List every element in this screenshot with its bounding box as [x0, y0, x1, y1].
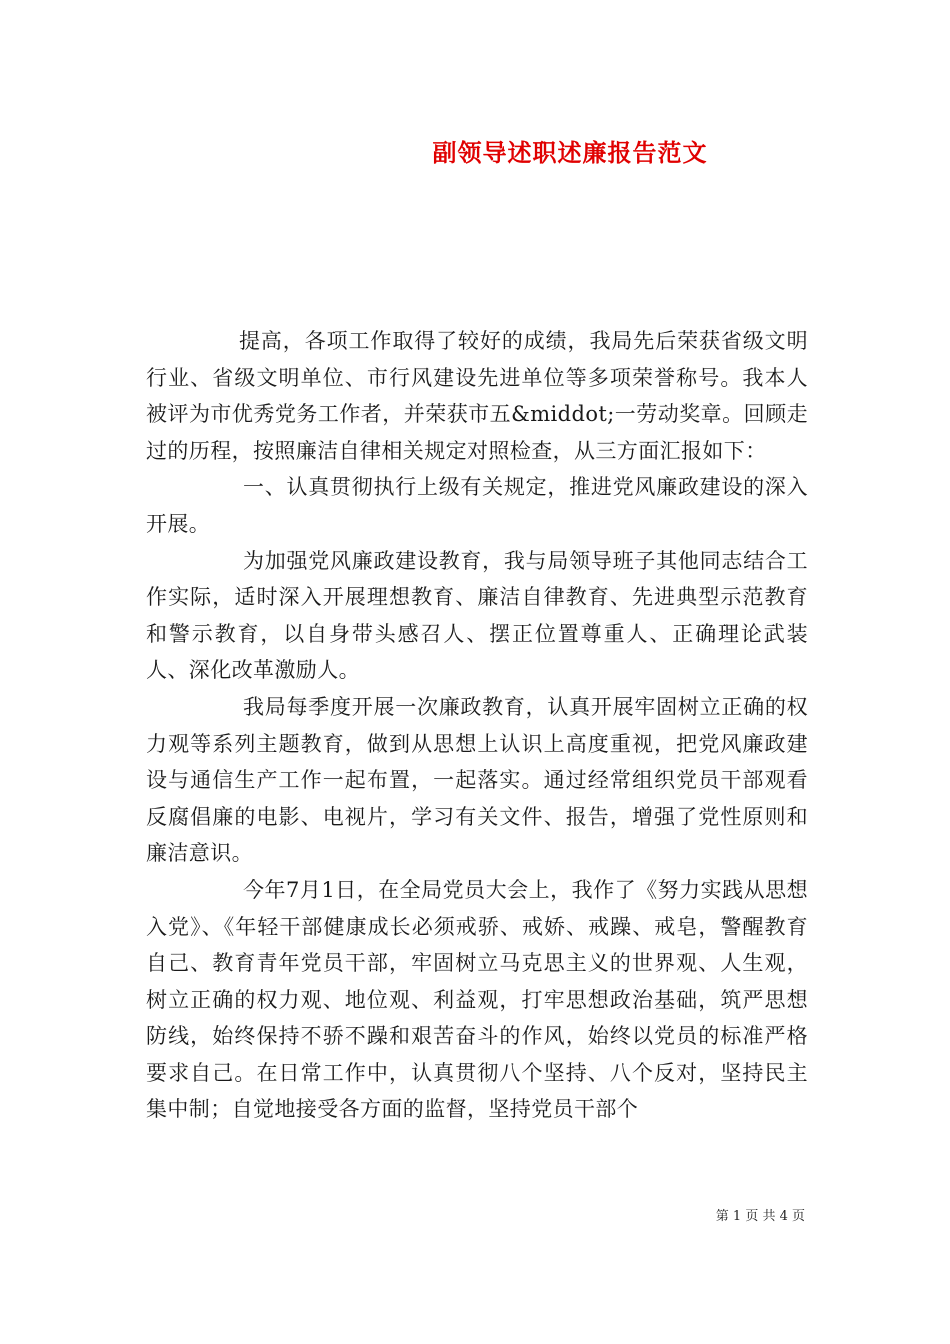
page-number-footer: 第 1 页 共 4 页 [715, 1209, 805, 1224]
paragraph-intro: 提高，各项工作取得了较好的成绩，我局先后荣获省级文明行业、省级文明单位、市行风建设先进单位等多项荣誉称号。我本人被评为市优秀党务工作者，并荣获市五&middot;一劳动奖章。回顾走过的历程，按照廉洁自律相关规定对照检查，从三方面汇报如下： [146, 329, 808, 463]
document-body [146, 323, 808, 1128]
document-title [0, 133, 950, 168]
paragraph-education: 为加强党风廉政建设教育，我与局领导班子其他同志结合工作实际，适时深入开展理想教育、廉洁自律教育、先进典型示范教育和警示教育，以自身带头感召人、摆正位置尊重人、正确理论武装人、深化改革激励人。 [146, 548, 808, 683]
paragraph-quarterly: 我局每季度开展一次廉政教育，认真开展牢固树立正确的权力观等系列主题教育，做到从思想上认识上高度重视，把党风廉政建设与通信生产工作一起布置，一起落实。通过经常组织党员干部观看反腐倡廉的电影、电视片，学习有关文件、报告，增强了党性原则和廉洁意识。 [146, 694, 808, 866]
document-title-text: 副领导述职述廉报告范文 [432, 138, 708, 167]
section-heading-1: 一、认真贯彻执行上级有关规定，推进党风廉政建设的深入开展。 [146, 475, 808, 536]
paragraph-july: 今年7月1日，在全局党员大会上，我作了《努力实践从思想入党》、《年轻干部健康成长必须戒骄、戒娇、戒躁、戒皂，警醒教育自己、教育青年党员干部，牢固树立马克思主义的世界观、人生观，树立正确的权力观、地位观、利益观，打牢思想政治基础，筑严思想防线，始终保持不骄不躁和艰苦奋斗的作风，始终以党员的标准严格要求自己。在日常工作中，认真贯彻八个坚持、八个反对，坚持民主集中制；自觉地接受各方面的监督，坚持党员干部个 [146, 877, 808, 1122]
